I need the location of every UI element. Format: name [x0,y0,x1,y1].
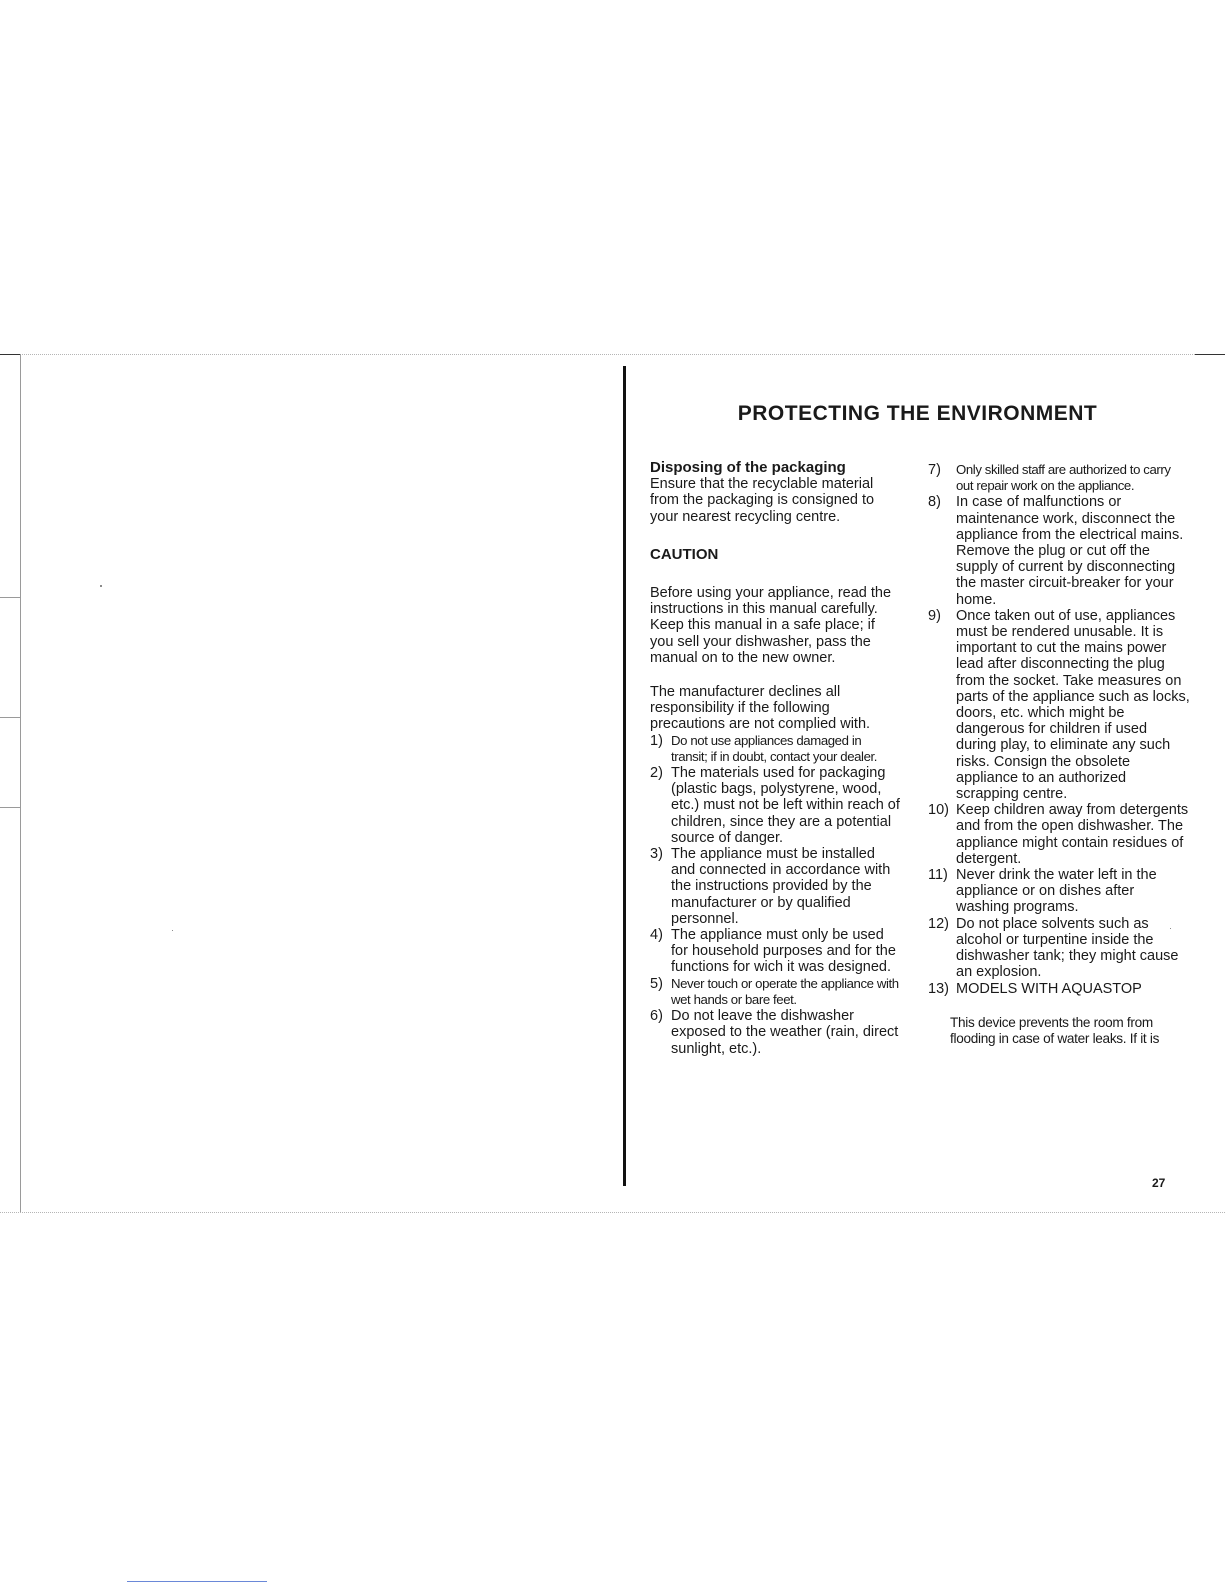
list-item-text: Once taken out of use, appliances must be rendered unusable. It is important to cut the mains power lead after disconnecting the plug from the socket. Take measures on parts of the appliance such as locks, doors, etc. which might be dangerous for children if used during play, to eliminate any such risks. Consign the obsolete appliance to an authorized scrapping centre. [956,607,1190,803]
list-item-text: Keep children away from detergents and from the open dishwasher. The appliance might contain residues of detergent. [956,802,1189,867]
scan-tick [0,807,20,808]
list-item-text: Do not use appliances damaged in transit; if in doubt, contact your dealer. [671,732,878,764]
list-item-number: 9) [928,607,941,624]
list-item-number: 3) [650,846,663,863]
list-item-text: Never drink the water left in the appliance or on dishes after washing programs. [956,867,1157,916]
list-item [928,494,1190,607]
list-item-number: 4) [650,927,663,944]
right-column [928,462,1190,1047]
list-item-number: 1) [650,732,663,749]
list-item [650,733,900,765]
list-item-text: Never touch or operate the appliance with wet hands or bare feet. [671,975,899,1007]
caution-paragraph-2: The manufacturer declines all responsibility if the following precautions are not complied with. [650,684,871,733]
aquastop-text: This device prevents the room from flooding in case of water leaks. If it is [950,1014,1160,1046]
page-title: PROTECTING THE ENVIRONMENT [737,402,1098,425]
scan-edge-mark-right [1195,354,1225,355]
list-item [650,976,900,1008]
list-item [928,867,1190,916]
list-item [650,846,900,927]
scan-edge-mark-left [0,354,20,355]
scan-edge-top [0,354,1225,355]
scan-speck [172,930,173,931]
list-item-number: 2) [650,765,663,782]
list-item-number: 12) [928,915,949,932]
list-item [928,802,1190,867]
list-item [928,916,1190,981]
list-item-text: The materials used for packaging (plastic bags, polystyrene, wood, etc.) must not be left within reach of children, since they are a potential source of danger. [671,765,900,846]
list-item-text: MODELS WITH AQUASTOP [956,980,1142,997]
packaging-heading: Disposing of the packaging [650,459,846,476]
scan-edge-bottom [0,1212,1225,1213]
list-item [928,981,1190,997]
list-item-text: In case of malfunctions or maintenance work, disconnect the appliance from the electrical mains. Remove the plug or cut off the supply of current by disconnecting the master circuit-breaker for your home. [956,494,1184,608]
list-item-number: 7) [928,462,941,478]
scan-speck [100,585,102,587]
packaging-text: Ensure that the recyclable material from the packaging is consigned to your nearest recycling centre. [650,476,875,525]
scan-edge-left [20,354,21,1212]
list-item-number: 5) [650,975,663,992]
caution-heading: CAUTION [650,545,719,563]
list-item-text: Only skilled staff are authorized to carry out repair work on the appliance. [956,462,1171,494]
page-number: 27 [1152,1176,1166,1190]
list-item [928,608,1190,802]
list-item [650,765,900,846]
list-item-text: Do not place solvents such as alcohol or turpentine inside the dishwasher tank; they might cause an explosion. [956,915,1179,981]
list-item-text: The appliance must only be used for household purposes and for the functions for wich it was designed. [671,927,896,976]
list-item-text: Do not leave the dishwasher exposed to the weather (rain, direct sunlight, etc.). [671,1008,899,1057]
scan-tick [0,597,20,598]
list-item-number: 11) [928,867,948,884]
scan-tick [0,717,20,718]
list-item-number: 6) [650,1008,663,1025]
list-item-number: 13) [928,980,949,997]
list-item-number: 8) [928,494,941,511]
page-spine [623,366,626,1186]
list-item-text: The appliance must be installed and connected in accordance with the instructions provided by the manufacturer or by qualified personnel. [671,846,891,927]
list-item [650,1008,900,1057]
left-column [650,460,900,1057]
caution-paragraph-1: Before using your appliance, read the instructions in this manual carefully. Keep this manual in a safe place; if you sell your dishwasher, pass the manual on to the new owner. [650,585,892,666]
list-item-number: 10) [928,802,949,819]
list-item [650,927,900,976]
list-item [928,462,1190,494]
scan-blue-line [127,1581,267,1582]
